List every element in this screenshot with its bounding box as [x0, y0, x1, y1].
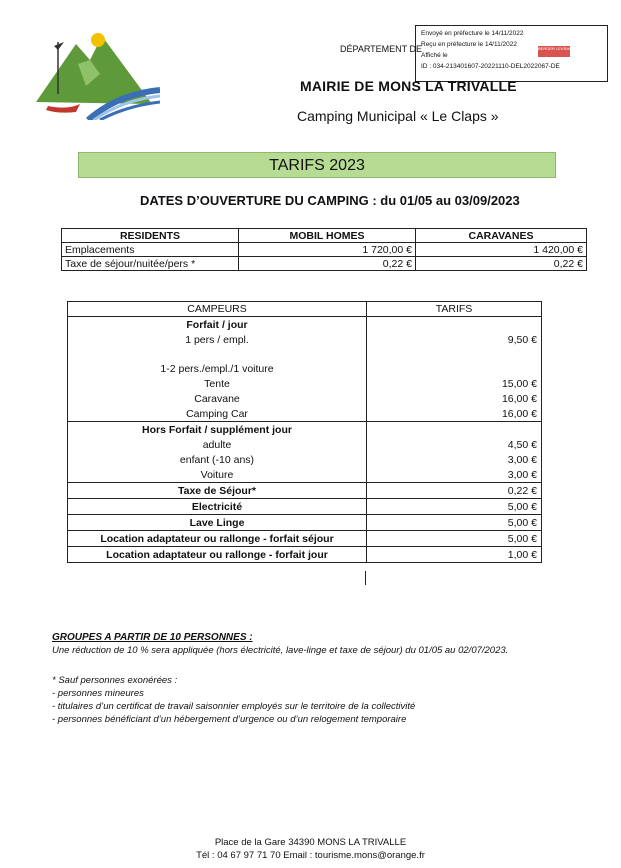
table-row [68, 422, 542, 438]
opening-dates: DATES D’OUVERTURE DU CAMPING : du 01/05 au 03/09/2023 [140, 193, 520, 208]
table-row [68, 376, 542, 391]
department-label: DÉPARTEMENT DE [340, 44, 423, 54]
table-row [68, 499, 542, 515]
table-row [68, 332, 542, 347]
row-price: 5,00 € [367, 515, 542, 531]
row-label: Voiture [68, 467, 367, 483]
table-row [68, 347, 542, 361]
row-price: 3,00 € [367, 452, 542, 467]
row-label: Taxe de Séjour* [68, 483, 367, 499]
row-price: 5,00 € [367, 531, 542, 547]
row-price [367, 317, 542, 333]
tarifs-banner: TARIFS 2023 [78, 152, 556, 178]
campeurs-table-wrapper [67, 301, 542, 563]
groupes-title: GROUPES A PARTIR DE 10 PERSONNES : [52, 632, 253, 643]
prefecture-stamp [415, 25, 608, 82]
row-price: 9,50 € [367, 332, 542, 347]
stamp-badge: BERGER LEVRAULT [538, 46, 570, 57]
stamp-line: Envoyé en préfecture le 14/11/2022 [421, 30, 524, 37]
note-line: - titulaires d’un certificat de travail saisonnier employés sur le territoire de la collectivité [52, 701, 416, 712]
groupes-text: Une réduction de 10 % sera appliquée (hors électricité, lave-linge et taxe de séjour) du 01/05 au 02/07/2023. [52, 645, 509, 656]
row-price: 4,50 € [367, 437, 542, 452]
table-row [68, 361, 542, 376]
table-row [68, 406, 542, 422]
table-row [68, 437, 542, 452]
header-tarifs: TARIFS [367, 302, 542, 317]
table-divider-tail [365, 571, 366, 585]
stamp-line: Affiché le [421, 52, 448, 59]
row-label: Forfait / jour [68, 317, 367, 333]
row-label: Emplacements [62, 243, 239, 257]
row-price: 16,00 € [367, 391, 542, 406]
row-label: Hors Forfait / supplément jour [68, 422, 367, 438]
logo-sun-shape [91, 33, 105, 47]
table-row [68, 483, 542, 499]
row-value: 1 720,00 € [239, 243, 416, 257]
header-residents: RESIDENTS [62, 229, 239, 243]
row-label: Camping Car [68, 406, 367, 422]
row-label: 1 pers / empl. [68, 332, 367, 347]
row-value: 1 420,00 € [416, 243, 587, 257]
camping-subtitle: Camping Municipal « Le Claps » [297, 108, 499, 124]
note-line: - personnes mineures [52, 688, 144, 699]
logo-pick-shape [54, 42, 64, 50]
stamp-line: ID : 034-213401607-20221110-DEL2022067-DE [421, 63, 560, 70]
header-campeurs: CAMPEURS [68, 302, 367, 317]
table-row [68, 547, 542, 563]
row-label: Lave Linge [68, 515, 367, 531]
row-price [367, 422, 542, 438]
table-header-row [68, 302, 542, 317]
footer-contact: Tél : 04 67 97 71 70 Email : tourisme.mons@orange.fr [196, 850, 425, 861]
row-price: 3,00 € [367, 467, 542, 483]
row-price: 5,00 € [367, 499, 542, 515]
header-caravanes: CARAVANES [416, 229, 587, 243]
row-price [367, 347, 542, 361]
row-label: 1-2 pers./empl./1 voiture [68, 361, 367, 376]
municipal-logo [28, 24, 160, 120]
table-row [68, 531, 542, 547]
row-label: Tente [68, 376, 367, 391]
residents-table [61, 228, 587, 271]
row-label: Caravane [68, 391, 367, 406]
logo-canoe-shape [46, 104, 80, 113]
table-header-row [62, 229, 587, 243]
table-row [68, 452, 542, 467]
row-label: Taxe de séjour/nuitée/pers * [62, 257, 239, 271]
row-price: 16,00 € [367, 406, 542, 422]
row-label: enfant (-10 ans) [68, 452, 367, 467]
row-value: 0,22 € [239, 257, 416, 271]
row-price: 1,00 € [367, 547, 542, 563]
row-value: 0,22 € [416, 257, 587, 271]
note-line: * Sauf personnes exonérées : [52, 675, 178, 686]
table-row [68, 317, 542, 333]
stamp-line: Reçu en préfecture le 14/11/2022 [421, 41, 518, 48]
row-label: adulte [68, 437, 367, 452]
row-label: Location adaptateur ou rallonge - forfait jour [68, 547, 367, 563]
table-row [68, 515, 542, 531]
row-price: 0,22 € [367, 483, 542, 499]
row-price: 15,00 € [367, 376, 542, 391]
row-label [68, 347, 367, 361]
footer-address: Place de la Gare 34390 MONS LA TRIVALLE [214, 837, 407, 848]
header-mobil-homes: MOBIL HOMES [239, 229, 416, 243]
exemption-notes [52, 674, 415, 726]
table-row [68, 467, 542, 483]
table-row [68, 391, 542, 406]
campeurs-table [67, 301, 542, 563]
note-line: - personnes bénéficiant d’un hébergement d’urgence ou d’un relogement temporaire [52, 714, 407, 725]
mairie-title: MAIRIE DE MONS LA TRIVALLE [300, 78, 517, 94]
table-row [62, 243, 587, 257]
row-label: Location adaptateur ou rallonge - forfait séjour [68, 531, 367, 547]
row-label: Electricité [68, 499, 367, 515]
row-price [367, 361, 542, 376]
table-row [62, 257, 587, 271]
